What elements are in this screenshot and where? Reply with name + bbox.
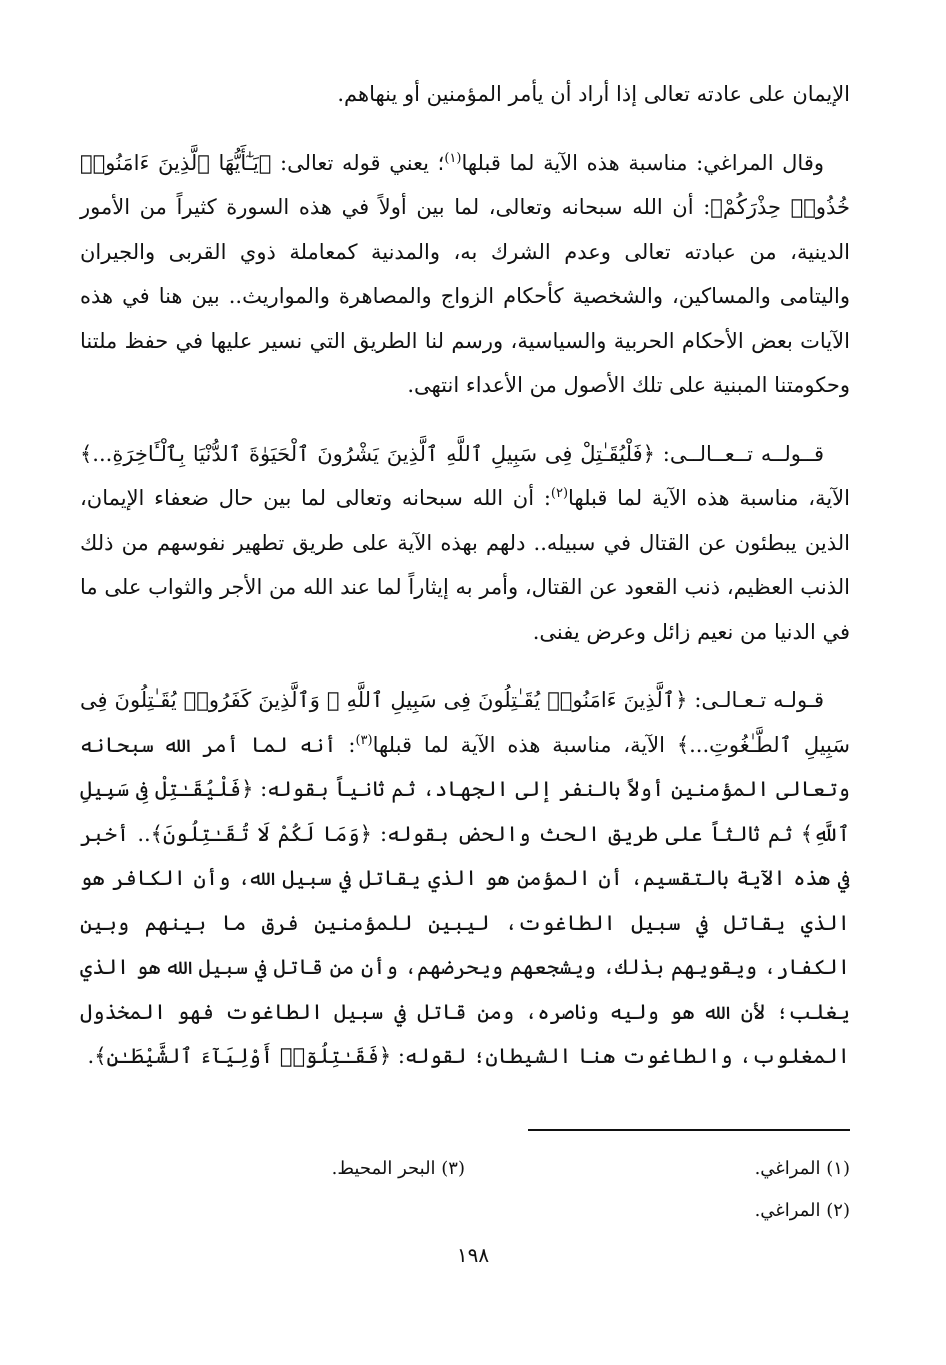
paragraph bbox=[80, 72, 850, 117]
paragraph-text: قـولـه تـعـالـى: ﴿ٱلَّذِينَ ءَامَنُوا۟ يُقَـٰتِلُونَ فِى سَبِيلِ ٱللَّهِ ۖ وَٱلَّذِينَ كَفَرُوا۟ يُقَـٰتِلُونَ فِى سَبِيلِ ٱلطَّـٰغُوتِ...﴾ الآية، مناسبة هذه الآية لما قبلها bbox=[80, 688, 850, 757]
paragraph-text: وقال المراغي: مناسبة هذه الآية لما قبلها bbox=[461, 150, 825, 175]
footnote-row bbox=[80, 1190, 850, 1232]
paragraph bbox=[80, 678, 850, 1079]
paragraph-text: قــولــه تــعــالــى: ﴿فَلْيُقَـٰتِلْ فِى سَبِيلِ ٱللَّهِ ٱلَّذِينَ يَشْرُونَ ٱلْحَيَوٰةَ ٱلدُّنْيَا بِٱلْـَٔاخِرَةِ...﴾ الآية، مناسبة هذه الآية لما قبلها bbox=[80, 441, 850, 510]
footnote-row bbox=[80, 1148, 850, 1190]
footnote-marker: (٢) bbox=[550, 486, 569, 501]
paragraph-text: الإيمان على عادته تعالى إذا أراد أن يأمر المؤمنين أو ينهاهم. bbox=[337, 82, 850, 106]
page-number: ١٩٨ bbox=[456, 1243, 490, 1267]
footnote-1: (١) المراغي. bbox=[754, 1158, 850, 1179]
footnotes bbox=[80, 1148, 850, 1232]
paragraph-text: : أنه لما أمر الله سبحانه وتعالى المؤمنين أولاً بالنفر إلى الجهاد، ثم ثانياً بقوله: ﴿فَلْيُقَـٰتِلْ فِى سَبِيلِ ٱللَّهِ﴾ ثم ثالثاً على طريق الحث والحض بقوله: ﴿وَمَا لَكُمْ لَا تُقَـٰتِلُونَ﴾.. أخبر في هذه الآية بالتقسيم، أن المؤمن هو الذي يقاتل في سبيل الله، وأن الكافر هو الذي يقاتل في سبيل الطاغوت، ليبين للمؤمنين فرق ما بينهم وبين الكفار، ويقويهم بذلك، ويشجعهم ويحرضهم، وأن من قاتل في سبيل الله هو الذي يغلب؛ لأن الله هو وليه وناصره، ومن قاتل في سبيل الطاغوت فهو المخذول المغلوب، والطاغوت هنا الشيطان؛ لقوله: ﴿فَقَـٰتِلُوٓا۟ أَوْلِيَآءَ ٱلشَّيْطَـٰنِ﴾. bbox=[80, 732, 850, 1068]
footnote-marker: (١) bbox=[444, 150, 462, 166]
main-text bbox=[80, 72, 850, 1103]
footnote-3: (٣) البحر المحيط. bbox=[331, 1158, 465, 1179]
footnote-2: (٢) المراغي. bbox=[754, 1200, 850, 1221]
paragraph bbox=[80, 432, 850, 655]
footnote-divider bbox=[528, 1129, 850, 1131]
paragraph-text: : أن الله سبحانه وتعالى لما بين حال ضعفاء الإيمان، الذين يبطئون عن القتال في سبيله.. دلهم بهذه الآية على طريق تطهير نفوسهم من ذلك الذنب العظيم، ذنب القعود عن القتال، وأمر به إيثاراً لما عند الله من الأجر والثواب على ما في الدنيا من نعيم زائل وعرض يفنى. bbox=[80, 486, 850, 644]
paragraph bbox=[80, 141, 850, 408]
footnote-marker: (٣) bbox=[355, 732, 373, 748]
paragraph-text: ؛ يعني قوله تعالى: ﴿يَـٰٓأَيُّهَا ٱلَّذِينَ ءَامَنُوا۟ خُذُوا۟ حِذْرَكُمْ﴾: أن الله سبحانه وتعالى، لما بين أولاً في هذه السورة كثيراً من الأمور الدينية، من عبادته تعالى وعدم الشرك به، والمدنية كمعاملة ذوي القربى والجيران واليتامى والمساكين، والشخصية كأحكام الزواج والمصاهرة والمواريث.. بين هنا في هذه الآيات بعض الأحكام الحربية والسياسية، ورسم لنا الطريق التي نسير عليها في حفظ ملتنا وحكومتنا المبنية على تلك الأصول من الأعداء انتهى. bbox=[80, 150, 850, 397]
